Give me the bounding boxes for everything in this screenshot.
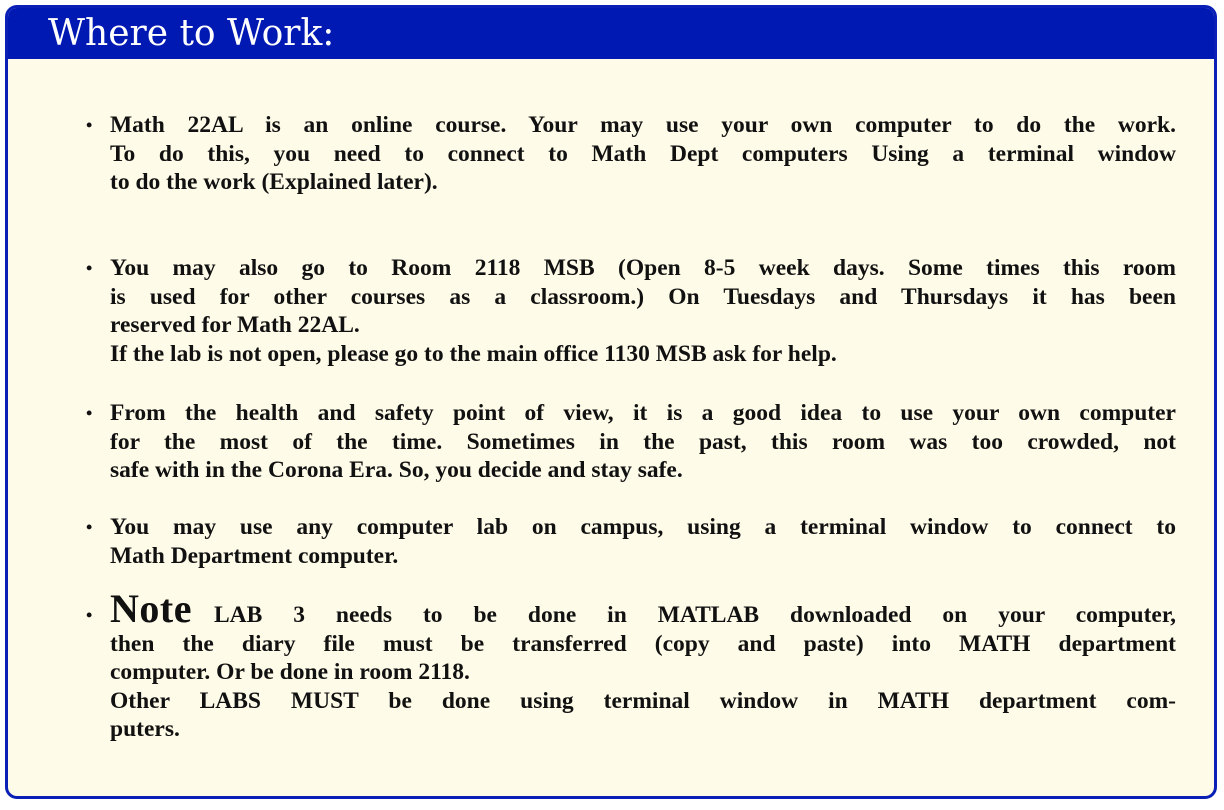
item-line: to do the work (Explained later). — [110, 169, 438, 195]
item-line: for the most of the time. Sometimes in the past, this room was too crowded, not — [110, 428, 1176, 455]
list-item-health-safety — [86, 399, 1176, 485]
item-line: safe with in the Corona Era. So, you decide and stay safe. — [110, 457, 683, 483]
item-line: then the diary file must be transferred (copy and paste) into MATH department — [110, 630, 1176, 657]
item-line: puters. — [110, 716, 180, 742]
item-line: You may also go to Room 2118 MSB (Open 8-5 week days. Some times this room — [110, 255, 1176, 281]
item-line: Other LABS MUST be done using terminal window in MATH department com- — [110, 687, 1176, 714]
list-item-note — [86, 586, 1176, 744]
bullet-icon: • — [86, 258, 93, 278]
note-first-line — [110, 586, 1176, 631]
item-line: If the lab is not open, please go to the main office 1130 MSB ask for help. — [110, 340, 837, 367]
item-line: Math Department computer. — [110, 542, 399, 569]
item-line: LAB 3 needs to be done in MATLAB downloaded on your computer, — [213, 602, 1176, 628]
list-item-room-2118 — [86, 254, 1176, 368]
item-line: Math 22AL is an online course. Your may use your own computer to do the work. — [110, 112, 1176, 138]
item-line: reserved for Math 22AL. — [110, 312, 360, 338]
bullet-icon: • — [86, 605, 93, 625]
bullet-icon: • — [86, 115, 93, 135]
block-title: Where to Work: — [8, 8, 1214, 59]
item-line: To do this, you need to connect to Math Dept computers Using a terminal window — [110, 140, 1176, 167]
item-line: You may use any computer lab on campus, using a terminal window to connect to — [110, 514, 1176, 540]
bullet-icon: • — [86, 403, 93, 423]
item-line: computer. Or be done in room 2118. — [110, 659, 470, 685]
where-to-work-block — [5, 5, 1217, 799]
item-line: is used for other courses as a classroom.) On Tuesdays and Thursdays it has been — [110, 283, 1176, 310]
item-line: From the health and safety point of view, it is a good idea to use your own computer — [110, 400, 1176, 426]
list-item-campus-labs — [86, 513, 1176, 570]
note-label: Note — [110, 586, 192, 631]
list-item-online-course — [86, 111, 1176, 197]
bullet-icon: • — [86, 517, 93, 537]
